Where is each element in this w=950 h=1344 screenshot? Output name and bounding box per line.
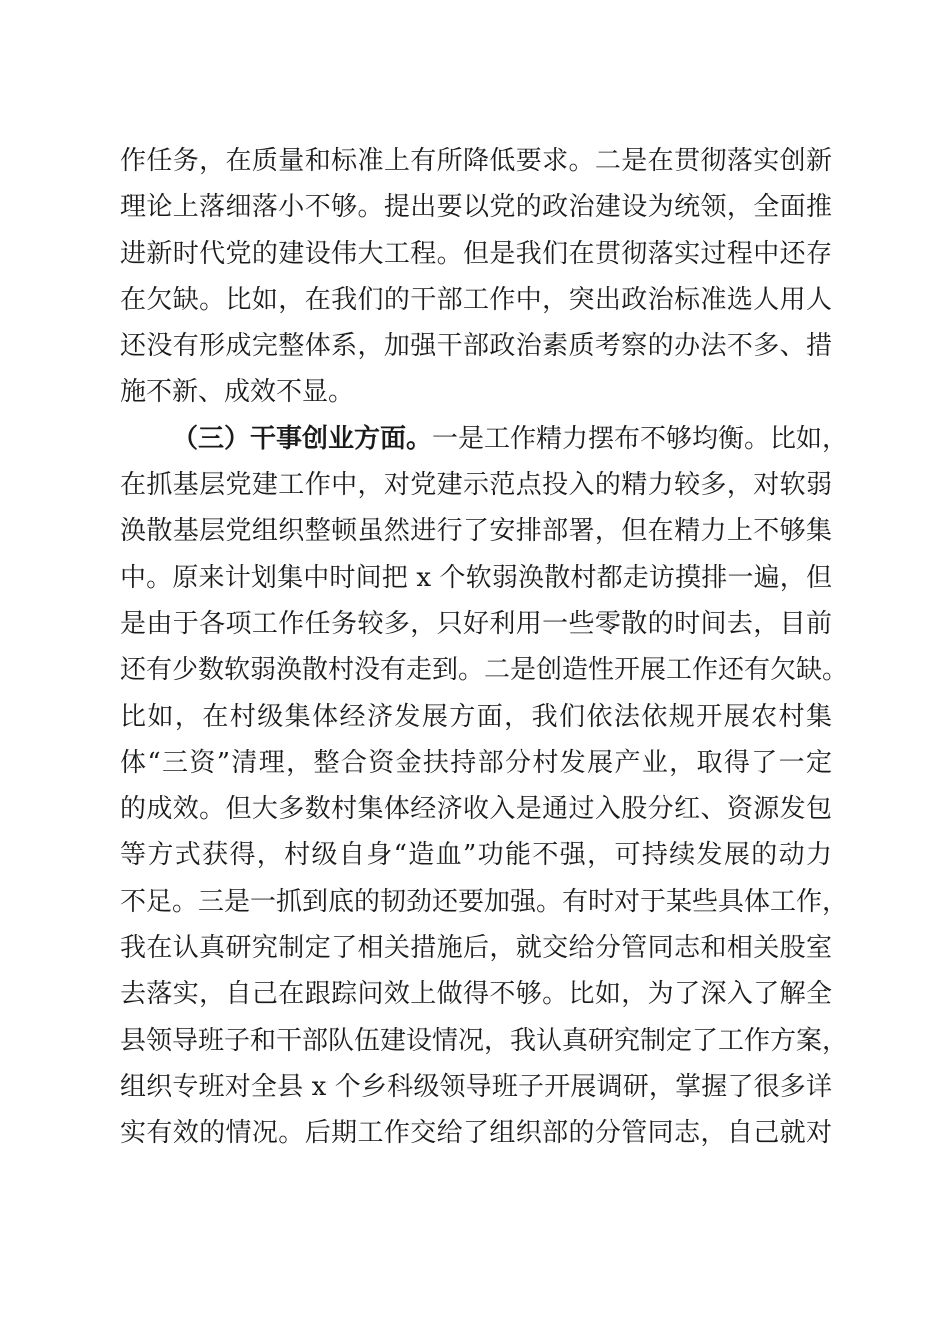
- text-line: 比如，在村级集体经济发展方面，我们依法依规开展农村集: [120, 701, 832, 732]
- text-line: 我在认真研究制定了相关措施后，就交给分管同志和相关股室: [120, 933, 832, 964]
- text-line: 进新时代党的建设伟大工程。但是我们在贯彻落实过程中还存: [120, 238, 832, 269]
- text-line: 施不新、成效不显。: [120, 377, 355, 408]
- text-line: 中。原来计划集中时间把 x 个软弱涣散村都走访摸排一遍，但: [120, 562, 832, 593]
- text-line: 去落实，自己在跟踪问效上做得不够。比如，为了深入了解全: [120, 979, 832, 1010]
- text-line: 县领导班子和干部队伍建设情况，我认真研究制定了工作方案，: [120, 1025, 849, 1056]
- paragraph-1: [120, 138, 832, 416]
- text-line: 还没有形成完整体系，加强干部政治素质考察的办法不多、措: [120, 331, 832, 362]
- text-line: 等方式获得，村级自身“造血”功能不强，可持续发展的动力: [120, 840, 832, 871]
- text-line: 组织专班对全县 x 个乡科级领导班子开展调研，掌握了很多详: [120, 1071, 832, 1102]
- paragraph-2: [120, 416, 849, 1157]
- text-line: 涣散基层党组织整顿虽然进行了安排部署，但在精力上不够集: [120, 516, 832, 547]
- text-line: 体“三资”清理，整合资金扶持部分村发展产业，取得了一定: [120, 747, 832, 778]
- text-line: 不足。三是一抓到底的韧劲还要加强。有时对于某些具体工作，: [120, 886, 849, 917]
- body-text: [120, 138, 849, 1157]
- text-line: 在抓基层党建工作中，对党建示范点投入的精力较多，对软弱: [120, 470, 832, 501]
- text-run: 一是工作精力摆布不够均衡。比如，: [432, 423, 849, 454]
- text-line: 实有效的情况。后期工作交给了组织部的分管同志，自己就对: [120, 1118, 832, 1149]
- text-line: 在欠缺。比如，在我们的干部工作中，突出政治标准选人用人: [120, 284, 832, 315]
- section-heading: （三）干事创业方面。: [172, 423, 433, 454]
- text-line: 理论上落细落小不够。提出要以党的政治建设为统领，全面推: [120, 192, 832, 223]
- text-line: 是由于各项工作任务较多，只好利用一些零散的时间去，目前: [120, 608, 832, 639]
- text-line: 还有少数软弱涣散村没有走到。二是创造性开展工作还有欠缺。: [120, 655, 849, 686]
- text-line: 作任务，在质量和标准上有所降低要求。二是在贯彻落实创新: [120, 146, 832, 176]
- text-line: 的成效。但大多数村集体经济收入是通过入股分红、资源发包: [120, 794, 832, 825]
- text-line: [120, 416, 849, 462]
